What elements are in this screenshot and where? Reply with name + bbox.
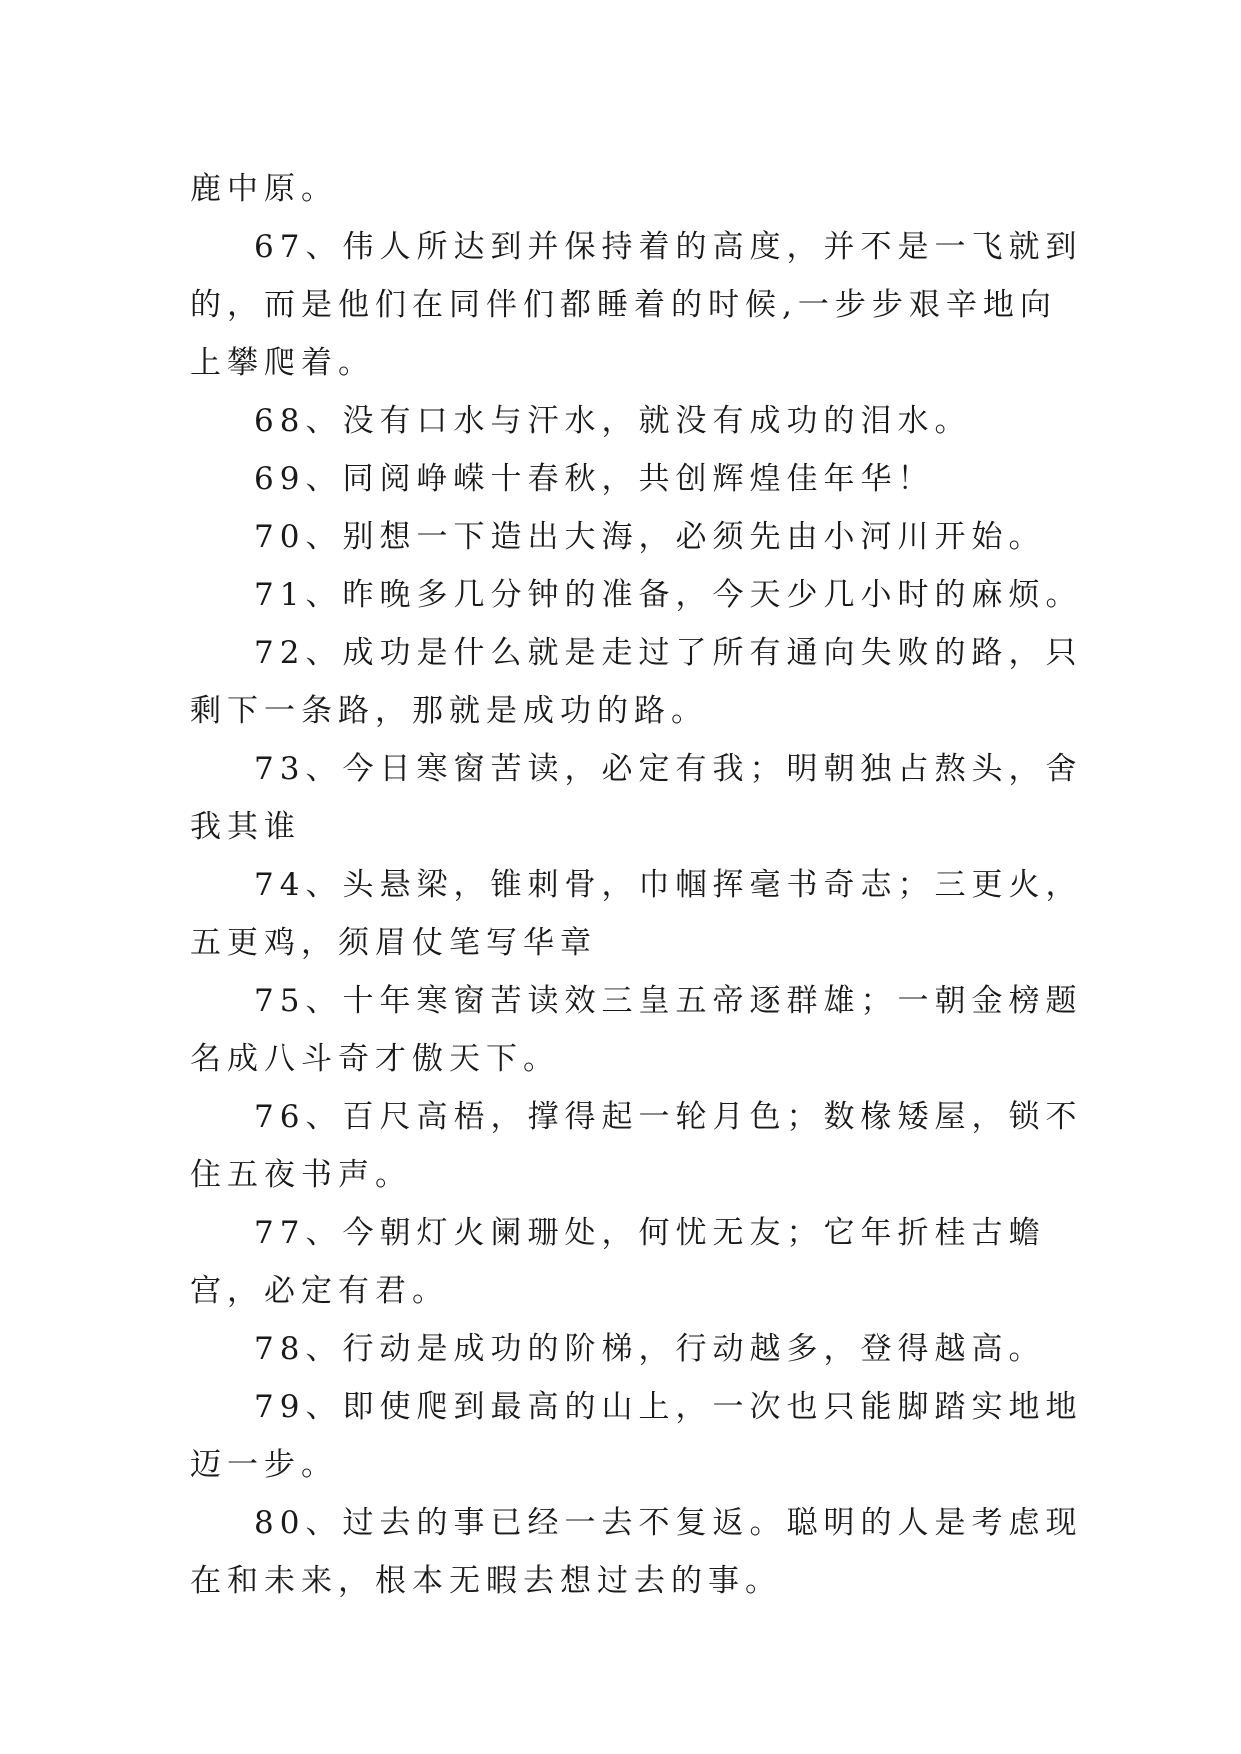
paragraph-item-73: 73、今日寒窗苦读，必定有我；明朝独占熬头，舍我其谁	[190, 751, 1083, 845]
paragraph-item-78: 78、行动是成功的阶梯，行动越多，登得越高。	[254, 1331, 1046, 1367]
paragraph-item-70: 70、别想一下造出大海，必须先由小河川开始。	[254, 519, 1046, 555]
document-body	[190, 160, 1090, 1610]
paragraph-item-75: 75、十年寒窗苦读效三皇五帝逐群雄；一朝金榜题名成八斗奇才傲天下。	[190, 983, 1083, 1077]
paragraph-item-67: 67、伟人所达到并保持着的高度，并不是一飞就到的，而是他们在同伴们都睡着的时候,一步步艰辛地向上攀爬着。	[190, 229, 1083, 381]
paragraph-item-71: 71、昨晚多几分钟的准备，今天少几小时的麻烦。	[254, 577, 1083, 613]
paragraph-item-76: 76、百尺高梧，撑得起一轮月色；数椽矮屋，锁不住五夜书声。	[190, 1099, 1083, 1193]
paragraph-item-72: 72、成功是什么就是走过了所有通向失败的路，只剩下一条路，那就是成功的路。	[190, 635, 1083, 729]
paragraph-item-80: 80、过去的事已经一去不复返。聪明的人是考虑现在和未来，根本无暇去想过去的事。	[190, 1505, 1083, 1599]
paragraph-item-68: 68、没有口水与汗水，就没有成功的泪水。	[254, 403, 972, 439]
paragraph-item-69: 69、同阅峥嵘十春秋，共创辉煌佳年华！	[254, 461, 935, 497]
paragraph-item-77: 77、今朝灯火阑珊处，何忧无友；它年折桂古蟾宫，必定有君。	[190, 1215, 1046, 1309]
paragraph-item-74: 74、头悬梁，锥刺骨，巾帼挥毫书奇志；三更火，五更鸡，须眉仗笔写华章	[190, 867, 1083, 961]
paragraph-continuation: 鹿中原。	[190, 171, 338, 207]
paragraph-item-79: 79、即使爬到最高的山上，一次也只能脚踏实地地迈一步。	[190, 1389, 1083, 1483]
